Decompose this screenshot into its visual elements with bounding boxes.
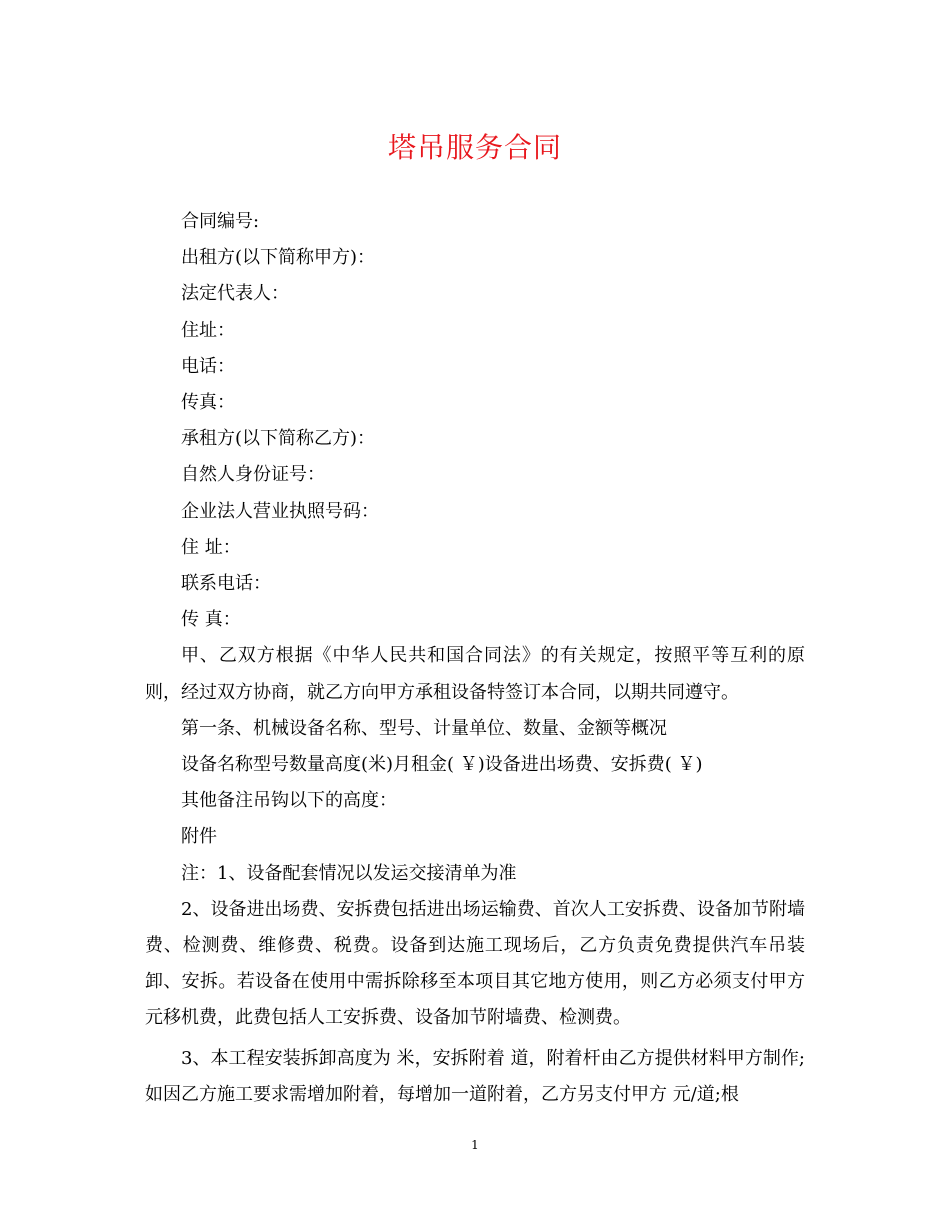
equipment-table-header: 设备名称型号数量高度(米)月租金( ￥)设备进出场费、安拆费( ￥) [181, 754, 703, 776]
page-number: 1 [471, 1138, 479, 1152]
attachment-line: 附件 [181, 826, 217, 848]
lessor-address-line: 住址： [181, 319, 235, 341]
article-1-heading: 第一条、机械设备名称、型号、计量单位、数量、金额等概况 [181, 717, 667, 739]
remark-line: 其他备注吊钩以下的高度： [181, 790, 397, 812]
clause-3-paragraph: 3、本工程安装拆卸高度为 米，安拆附着 道，附着杆由乙方提供材料甲方制作;如因乙方施工要求需增加附着，每增加一道附着，乙方另支付甲方 元/道;根 [145, 1047, 805, 1105]
lessee-address-line: 住 址： [181, 536, 241, 558]
business-license-line: 企业法人营业执照号码： [181, 500, 379, 522]
legal-representative-line: 法定代表人： [181, 283, 289, 305]
lessor-phone-line: 电话： [181, 355, 235, 377]
lessee-fax-line: 传 真： [181, 609, 241, 631]
note-1-line: 注：1、设备配套情况以发运交接清单为准 [181, 862, 517, 884]
document-title: 塔吊服务合同 [387, 131, 562, 164]
lessor-line: 出租方(以下简称甲方)： [181, 247, 376, 269]
id-number-line: 自然人身份证号： [181, 464, 325, 486]
clause-2-paragraph: 2、设备进出场费、安拆费包括进出场运输费、首次人工安拆费、设备加节附墙费、检测费、维修费、税费。设备到达施工现场后，乙方负责免费提供汽车吊装卸、安拆。若设备在使用中需拆除移至本项目其它地方使用，则乙方必须支付甲方 元移机费，此费包括人工安拆费、设备加节附墙费、检测费。 [145, 898, 805, 1029]
preamble-paragraph: 甲、乙双方根据《中华人民共和国合同法》的有关规定，按照平等互利的原则，经过双方协商，就乙方向甲方承租设备特签订本合同，以期共同遵守。 [145, 645, 805, 703]
lessor-fax-line: 传真： [181, 392, 235, 414]
lessee-line: 承租方(以下简称乙方)： [181, 428, 376, 450]
lessee-phone-line: 联系电话： [181, 573, 271, 595]
contract-number-line: 合同编号: [181, 211, 260, 232]
document-body [145, 204, 805, 1113]
